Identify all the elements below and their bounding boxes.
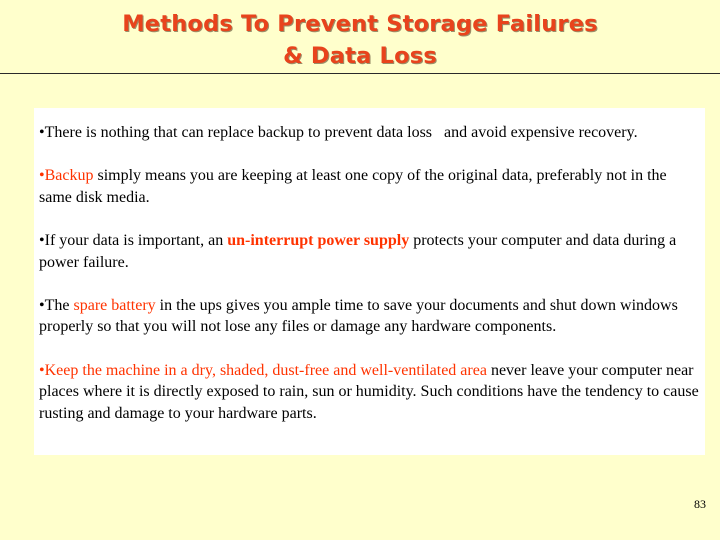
bullet-environment: [39, 360, 702, 425]
highlight-environment: Keep the machine in a dry, shaded, dust-free and well-ventilated area: [44, 361, 487, 379]
bullet-marker: •: [39, 296, 45, 314]
bullet-backup-definition: [39, 165, 702, 208]
bullet-marker: •: [39, 124, 45, 141]
bullet-text-pre: The: [44, 296, 74, 314]
bullet-text: simply means you are keeping at least one copy of the original data, preferably not in the same disk media.: [39, 167, 667, 206]
slide-title-line-2: & Data Loss: [283, 43, 437, 69]
bullet-ups: [39, 230, 702, 273]
highlight-spare-battery: spare battery: [73, 296, 156, 314]
page-number: 83: [694, 497, 706, 511]
bullet-spare-battery: [39, 295, 702, 338]
bullet-backup-importance: [39, 122, 702, 144]
bullet-text-post: never leave your computer near places where it is directly exposed to rain, sun or humidity. Such conditions have the tendency to cause rusting and damage to your hardware parts.: [39, 361, 699, 422]
title-divider: [0, 73, 720, 74]
slide-title: [0, 8, 720, 72]
content-box: [34, 108, 705, 455]
slide-title-line-1: Methods To Prevent Storage Failures: [122, 11, 598, 37]
bullet-marker: •: [39, 231, 45, 249]
bullet-text-post: in the ups gives you ample time to save your documents and shut down windows properly so that you will not lose any files or damage any hardware components.: [39, 296, 678, 336]
bullet-text-post: protects your computer and data during a power failure.: [39, 231, 677, 271]
bullet-marker: •: [39, 361, 45, 379]
bullet-text: There is nothing that can replace backup to prevent data loss and avoid expensive recovery.: [44, 124, 638, 141]
bullet-marker: •: [39, 167, 45, 185]
highlight-ups: un-interrupt power supply: [227, 231, 410, 249]
bullet-text-pre: If your data is important, an: [44, 231, 228, 249]
highlight-backup: Backup: [44, 167, 94, 185]
